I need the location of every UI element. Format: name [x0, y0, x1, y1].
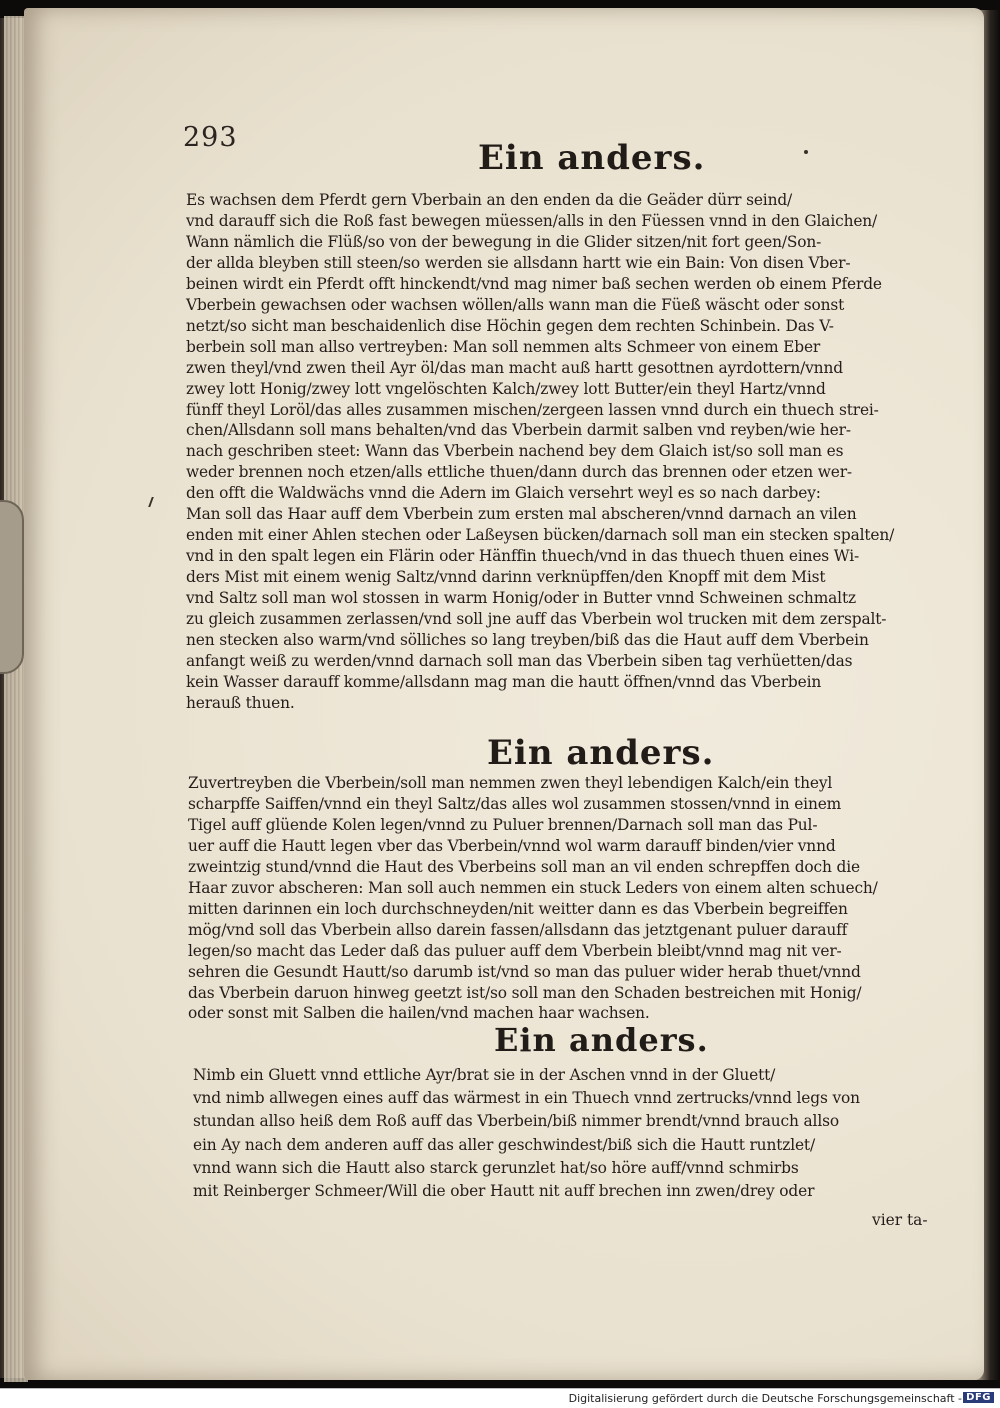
- text-line: zu gleich zusammen zerlassen/vnd soll jne auff das Vberbein wol trucken mit dem zerspalt-: [186, 610, 887, 628]
- text-line: mit Reinberger Schmeer/Will die ober Hautt nit auff brechen inn zwen/drey oder: [193, 1182, 815, 1200]
- text-line: Es wachsen dem Pferdt gern Vberbain an den enden da die Geäder dürr seind/: [186, 191, 793, 209]
- text-line: stundan allso heiß dem Roß auff das Vberbein/biß nimmer brendt/vnnd brauch allso: [193, 1112, 839, 1131]
- text-line: der allda bleyben still steen/so werden sie allsdann hartt wie ein Bain: Von disen Vber-: [186, 253, 851, 272]
- section-heading: Ein anders.: [478, 138, 706, 178]
- footer-credit: Digitalisierung gefördert durch die Deutsche Forschungsgemeinschaft -: [568, 1392, 962, 1405]
- ink-speck: [804, 150, 808, 154]
- text-line: zweintzig stund/vnnd die Haut des Vberbeins soll man an vil enden schrepffen doch die: [188, 857, 860, 876]
- text-line: sehren die Gesundt Hautt/so darumb ist/vnd so man das puluer wider herab thuet/vnnd: [188, 962, 861, 981]
- text-line: netzt/so sicht man beschaidenlich dise Höchin gegen dem rechten Schinbein. Das V-: [186, 316, 834, 335]
- text-line: beinen wirdt ein Pferdt offt hinckendt/vnd mag nimer baß sechen werden ob einem Pferde: [186, 274, 882, 293]
- text-line: Wann nämlich die Flüß/so von der bewegung in die Glider sitzen/nit fort geen/Son-: [186, 232, 822, 251]
- text-line: Man soll das Haar auff dem Vberbein zum ersten mal abscheren/vnnd darnach an vilen: [186, 505, 857, 524]
- text-line: nen stecken also warm/vnd sölliches so lang treyben/biß das die Haut auff dem Vberbein: [186, 630, 869, 649]
- section-body: [193, 1068, 953, 1207]
- text-line: das Vberbein daruon hinweg geetzt ist/so soll man den Schaden bestreichen mit Honig/: [188, 983, 862, 1002]
- text-line: anfangt weiß zu werden/vnnd darnach soll man das Vberbein siben tag verhüetten/das: [186, 651, 853, 670]
- text-line: kein Wasser darauff komme/allsdann mag man die hautt öffnen/vnnd das Vberbein: [186, 672, 822, 691]
- catchword: vier ta-: [872, 1211, 928, 1229]
- page-number: 293: [183, 122, 238, 153]
- text-line: chen/Allsdann soll mans behalten/vnd das Vberbein darmit salben vnd reyben/wie her-: [186, 421, 851, 440]
- text-line: mög/vnd soll das Vberbein allso darein fassen/allsdann das jetztgenant puluer darauff: [188, 920, 848, 939]
- text-line: uer auff die Hautt legen vber das Vberbein/vnnd wol warm darauff binden/vier vnnd: [188, 836, 836, 855]
- text-line: scharpffe Saiffen/vnnd ein theyl Saltz/das alles wol zusammen stossen/vnnd in einem: [188, 794, 842, 813]
- text-line: Nimb ein Gluett vnnd ettliche Ayr/brat sie in der Aschen vnnd in der Gluett/: [193, 1066, 776, 1084]
- text-line: vnd darauff sich die Roß fast bewegen müessen/alls in den Füessen vnnd in den Glaichen/: [186, 211, 878, 230]
- section-heading: Ein anders.: [487, 733, 715, 773]
- text-line: herauß thuen.: [186, 693, 295, 712]
- text-line: vnd Saltz soll man wol stossen in warm Honig/oder in Butter vnnd Schweinen schmaltz: [186, 589, 856, 608]
- section-heading: Ein anders.: [494, 1021, 709, 1059]
- text-line: Tigel auff glüende Kolen legen/vnnd zu Puluer brennen/Darnach soll man das Pul-: [188, 815, 818, 834]
- text-line: legen/so macht das Leder daß das puluer auff dem Vberbein bleibt/vnnd mag nit ver-: [188, 941, 842, 960]
- text-line: Zuvertreyben die Vberbein/soll man nemmen zwen theyl lebendigen Kalch/ein theyl: [188, 774, 833, 792]
- text-line: Vberbein gewachsen oder wachsen wöllen/alls wann man die Füeß wäscht oder sonst: [186, 295, 845, 314]
- section-body: [188, 776, 948, 1027]
- text-line: vnd in den spalt legen ein Flärin oder Hänffin thuech/vnd in das thuech thuen eines Wi-: [186, 547, 860, 566]
- text-line: fünff theyl Loröl/das alles zusammen mischen/zergeen lassen vnnd durch ein thuech strei-: [186, 400, 879, 419]
- section-body: [186, 193, 946, 717]
- text-line: mitten darinnen ein loch durchschneyden/nit weitter dann es das Vberbein begreiffen: [188, 899, 848, 918]
- dfg-logo: DFG: [963, 1392, 994, 1403]
- text-line: oder sonst mit Salben die hailen/vnd machen haar wachsen.: [188, 1004, 650, 1023]
- text-line: Haar zuvor abscheren: Man soll auch nemmen ein stuck Leders von einem alten schuech/: [188, 878, 878, 897]
- text-line: weder brennen noch etzen/alls ettliche thuen/dann durch das brennen oder etzen wer-: [186, 463, 852, 482]
- page-clip: [0, 500, 24, 674]
- text-line: vnnd wann sich die Hautt also starck gerunzlet hat/so höre auff/vnnd schmirbs: [193, 1158, 799, 1177]
- text-line: ein Ay nach dem anderen auff das aller geschwindest/biß sich die Hautt runtzlet/: [193, 1135, 815, 1154]
- text-line: zwey lott Honig/zwey lott vngelöschten Kalch/zwey lott Butter/ein theyl Hartz/vnnd: [186, 379, 826, 398]
- text-line: ders Mist mit einem wenig Saltz/vnnd darinn verknüpffen/den Knopff mit dem Mist: [186, 568, 826, 587]
- text-line: nach geschriben steet: Wann das Vberbein nachend bey dem Glaich ist/so soll man es: [186, 442, 844, 461]
- text-line: zwen theyl/vnd zwen theil Ayr öl/das man macht auß hartt gesottnen ayrdottern/vnnd: [186, 358, 843, 377]
- footer-bar: [0, 1388, 1000, 1408]
- text-line: enden mit einer Ahlen stechen oder Laßeysen bücken/darnach soll man ein stecken spalten/: [186, 526, 895, 545]
- text-line: den offt die Waldwächs vnnd die Adern im Glaich versehrt weyl es so nach darbey:: [186, 484, 821, 503]
- text-line: berbein soll man allso vertreyben: Man soll nemmen alts Schmeer von einem Eber: [186, 337, 821, 356]
- text-line: vnd nimb allwegen eines auff das wärmest in ein Thuech vnnd zertrucks/vnnd legs von: [193, 1089, 860, 1108]
